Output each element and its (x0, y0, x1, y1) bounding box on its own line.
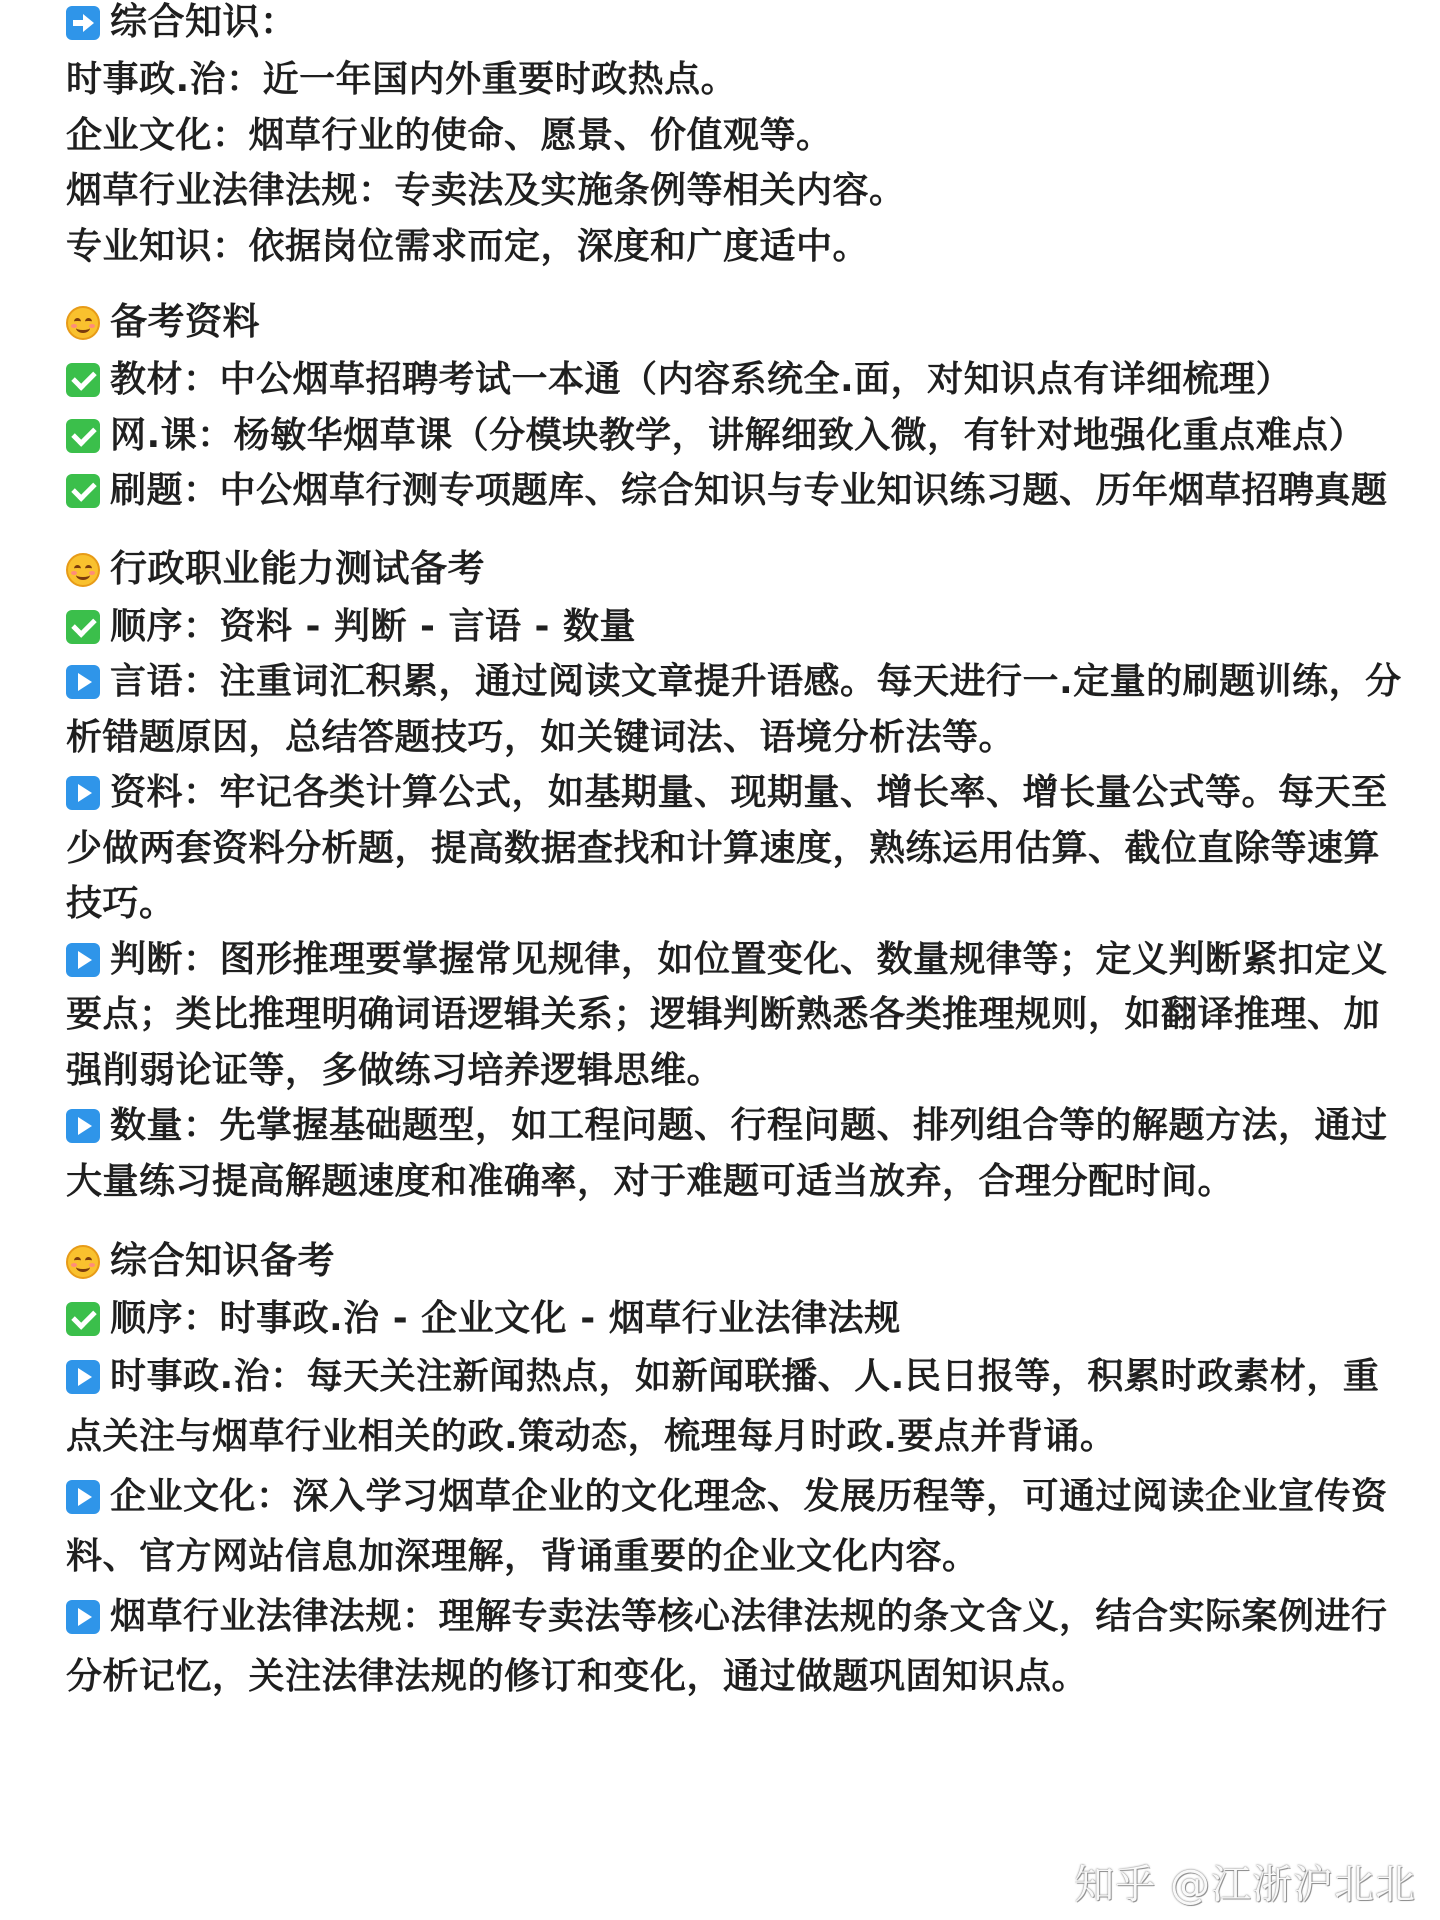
check-mark-icon (66, 1302, 100, 1336)
list-item (66, 1347, 1406, 1467)
play-icon (66, 665, 100, 699)
section-general-knowledge (66, 0, 1406, 274)
heading-text: 综合知识备考 (110, 1239, 335, 1282)
arrow-right-icon (66, 6, 100, 40)
list-item (66, 765, 1406, 932)
item-text: 顺序：时事政.治 - 企业文化 - 烟草行业法律法规 (110, 1298, 901, 1339)
list-item (66, 1291, 1406, 1347)
check-mark-icon (66, 474, 100, 508)
text-line: 企业文化：烟草行业的使命、愿景、价值观等。 (66, 114, 833, 156)
list-item (66, 599, 1406, 655)
play-icon (66, 1600, 100, 1634)
play-icon (66, 776, 100, 810)
item-text: 网.课：杨敏华烟草课（分模块教学，讲解细致入微，有针对地强化重点难点） (110, 414, 1366, 456)
item-text: 判断：图形推理要掌握常见规律，如位置变化、数量规律等；定义判断紧扣定义要点；类比推理明确词语逻辑关系；逻辑判断熟悉各类推理规则，如翻译推理、加强削弱论证等，多做练习培养逻辑思维。 (66, 938, 1388, 1091)
item-text: 烟草行业法律法规：理解专卖法等核心法律法规的条文含义，结合实际案例进行分析记忆，关注法律法规的修订和变化，通过做题巩固知识点。 (66, 1595, 1388, 1697)
section-aptitude-test (66, 539, 1406, 1210)
list-item (66, 1467, 1406, 1587)
item-text: 刷题：中公烟草行测专项题库、综合知识与专业知识练习题、历年烟草招聘真题 (110, 470, 1388, 511)
text-line: 专业知识：依据岗位需求而定，深度和广度适中。 (66, 225, 870, 267)
section-heading (66, 0, 1406, 52)
list-item (66, 1587, 1406, 1707)
play-icon (66, 1480, 100, 1514)
section-heading (66, 539, 1406, 599)
smiling-face-icon (66, 553, 100, 587)
item-text: 教材：中公烟草招聘考试一本通（内容系统全.面，对知识点有详细梳理） (110, 359, 1293, 400)
check-mark-icon (66, 363, 100, 397)
check-mark-icon (66, 610, 100, 644)
section-general-knowledge-prep (66, 1231, 1406, 1707)
play-icon (66, 943, 100, 977)
text-line: 烟草行业法律法规：专卖法及实施条例等相关内容。 (66, 170, 906, 211)
list-item (66, 408, 1406, 464)
heading-text: 综合知识： (110, 0, 298, 43)
list-item (66, 932, 1406, 1099)
section-heading (66, 292, 1406, 352)
smiling-face-icon (66, 306, 100, 340)
section-heading (66, 1231, 1406, 1291)
item-text: 顺序：资料 - 判断 - 言语 - 数量 (110, 605, 637, 647)
list-item (66, 1098, 1406, 1209)
item-text: 资料：牢记各类计算公式，如基期量、现期量、增长率、增长量公式等。每天至少做两套资料分析题，提高数据查找和计算速度，熟练运用估算、截位直除等速算技巧。 (66, 772, 1388, 924)
play-icon (66, 1109, 100, 1143)
text-line: 时事政.治：近一年国内外重要时政热点。 (66, 59, 738, 100)
list-item (66, 654, 1406, 765)
item-text: 数量：先掌握基础题型，如工程问题、行程问题、排列组合等的解题方法，通过大量练习提高解题速度和准确率，对于难题可适当放弃，合理分配时间。 (66, 1105, 1388, 1202)
item-text: 企业文化：深入学习烟草企业的文化理念、发展历程等，可通过阅读企业宣传资料、官方网站信息加深理解，背诵重要的企业文化内容。 (66, 1475, 1388, 1577)
watermark: 知乎 @江浙沪北北 (1074, 1862, 1416, 1908)
page-content (66, 0, 1406, 1707)
heading-text: 备考资料 (110, 300, 260, 343)
list-item (66, 352, 1406, 408)
list-item (66, 463, 1406, 519)
item-text: 时事政.治：每天关注新闻热点，如新闻联播、人.民日报等，积累时政素材，重点关注与烟草行业相关的政.策动态，梳理每月时政.要点并背诵。 (66, 1355, 1380, 1457)
smiling-face-icon (66, 1245, 100, 1279)
play-icon (66, 1360, 100, 1394)
check-mark-icon (66, 419, 100, 453)
item-text: 言语：注重词汇积累，通过阅读文章提升语感。每天进行一.定量的刷题训练，分析错题原因，总结答题技巧，如关键词法、语境分析法等。 (66, 661, 1402, 758)
heading-text: 行政职业能力测试备考 (110, 546, 485, 590)
section-study-materials (66, 292, 1406, 519)
